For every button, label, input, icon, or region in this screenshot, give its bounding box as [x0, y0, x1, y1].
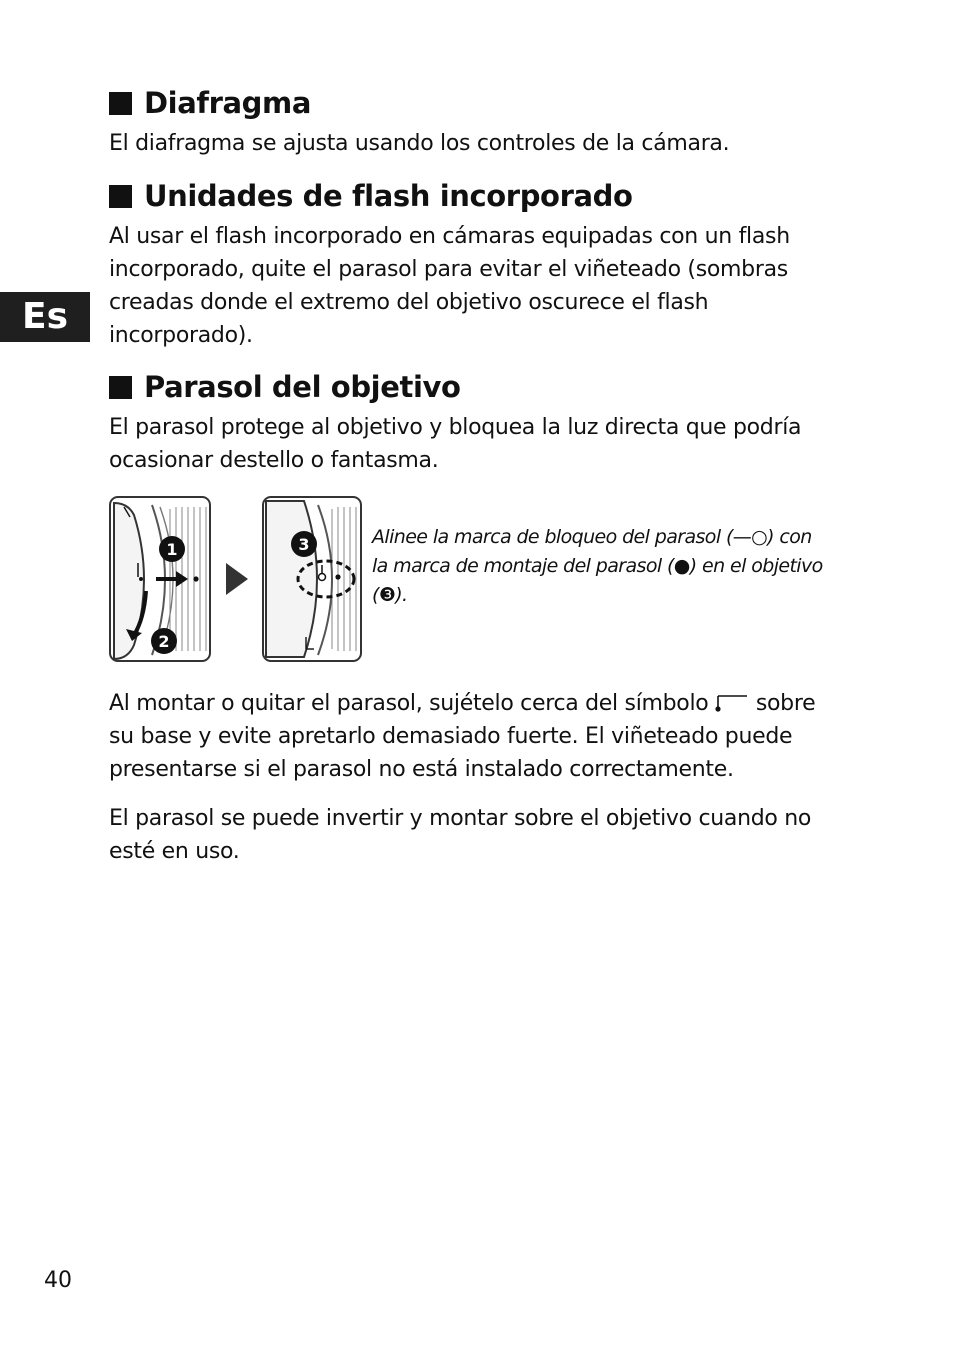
lens-hood-diagram	[108, 495, 368, 665]
language-tab: Es	[0, 292, 90, 342]
section-body-parasol: El parasol protege al objetivo y bloquea la luz directa que podría ocasionar destello o fantasma.	[109, 415, 802, 473]
section-body-diafragma: El diafragma se ajusta usando los controles de la cámara.	[109, 131, 730, 156]
section-body-flash: Al usar el flash incorporado en cámaras equipadas con un flash incorporado, quite el parasol para evitar el viñeteado (sombras creadas donde el extremo del objetivo oscurece el flash incorporado).	[109, 224, 790, 348]
svg-text:2: 2	[158, 632, 170, 651]
section-heading-flash: Unidades de flash incorporado	[109, 178, 633, 214]
square-bullet-icon	[109, 185, 132, 208]
svg-text:3: 3	[298, 535, 310, 554]
square-bullet-icon	[109, 92, 132, 115]
next-step-arrow-icon	[226, 563, 248, 595]
figure-caption: Alinee la marca de bloqueo del parasol (—○) con la marca de montaje del parasol (●) en el objetivo (❸).	[372, 526, 823, 606]
hood-mount-paragraph: Al montar o quitar el parasol, sujételo cerca del símbolo sobre su base y evite apretarlo demasiado fuerte. El viñeteado puede presentarse si el parasol no está instalado correctamente.	[109, 691, 816, 782]
svg-text:1: 1	[166, 540, 178, 559]
section-heading-parasol: Parasol del objetivo	[109, 369, 461, 405]
square-bullet-icon	[109, 376, 132, 399]
lens-hood-illustration	[108, 495, 368, 669]
section-heading-diafragma: Diafragma	[109, 85, 311, 121]
panel-2-hood-aligned	[263, 497, 361, 661]
hood-hold-symbol-icon	[715, 693, 749, 713]
hood-reverse-paragraph: El parasol se puede invertir y montar sobre el objetivo cuando no esté en uso.	[109, 806, 812, 864]
page-number: 40	[44, 1268, 72, 1293]
panel-1-hood-rotation	[110, 497, 210, 661]
